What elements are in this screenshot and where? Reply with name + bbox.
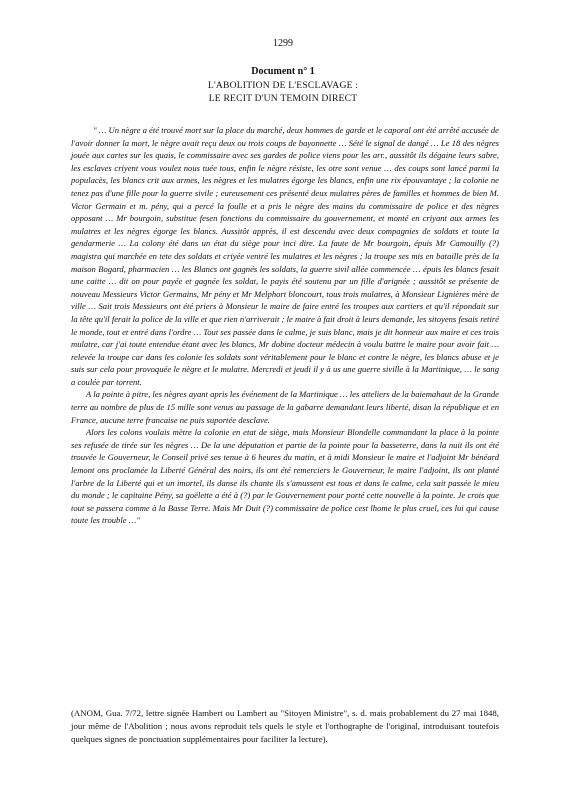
document-subtitle-line-2: LE RECIT D'UN TEMOIN DIRECT	[208, 93, 358, 104]
testimony-paragraph: " … Un nègre a été trouvé mort sur la place du marché, deux hommes de garde et le caporal ont été arrêté accusée de l'avoir donner la mort, le nègre avait reçu deux ou trois coups de bayonnette … Sété le signal de dangé … Le 18 des nègres jouée aux cartes sur les quais, le commissaire avec ses gardes de police viens pour les arr., aussitôt ils dégaine leurs sabre, les esclaves criyent vous voulez nous tuée tous, enfin le nègre résiste, les otre sont venue … des coups sont lancé parmi la populacès, les blancs crit aux armes, les nègres et les mulatres égorge les blancs, enfin une rix épouvantaye ; la colonie ne tenez pas d'une fille pour la guerre sivile ; eureusement ces présenté deux mulatres pères de familles et hommes de bien M. Victor Germain et m. pény, qui a percé la foulle et a pris le nègre des mains du commissaire de police et des nègres opposant … Mr bourgoin, substitue fesen fonctions du commissaire du gouvernement, et monté en criyant aux armes les mulatres et les nègres égorge les blancs. Aussitôt apprès, il est descendu avec deux compagnies de soldats et toute la gendarmerie … La colony été dans un état du siège pour inci dire. La faute de Mr bourgoin, épuis Mr Camouilly (?) magistra qui marchée en tete des soldats et criyée ventré les mulatres et les nègres ; la troupe ses mis en bataille près de la maison Bogard, pharmacien … les Blancs ont gagnés les soldats, la guerre sivil allée commencée … épuis les blancs fesait une caitte … dit on pour payée et gagnée les soldat, le payis été soutenu par un fille d'arignée ; aussitôt se présente de nouveau Messieurs Victor Germains, Mr pény et Mr Melphort bloncourt, tous trois mulatres, à Monsieur Lignières mère de ville … Sait trois Messieurs ont été priers à Monsieur le maire de faire entré les troupes aux cartiers et qu'il répondait sur la tête qu'il ferait la police de la ville et que rien n'arriverait ; le maire à fait droit à leurs demande, les sitoyens fesais retiré le monde, tout et entré dans l'ordre … Tout ses passée dans le calme, je suis blanc, mais je dit honneur aux maire et ces trois mulatre, car j'ai toute entendue étant avec les blancs, Mr dobine docteur médecin à voulu battre le maire pour avoir fait … relevée la troupe car dans les colonie les soldats sont véritablement pour le blanc et contre le nègre, les blancs abuse et je suis sur cela pour provoquée le nègre et le mulatre. Mercredi et jeudi il y à us une guerre siville à la Martinique, … le sang a coulée par torrent.	[71, 125, 499, 387]
testimony-paragraph: Alors les colons voulais mètre la colonie en etat de siège, mais Monsieur Blondelle commandant la place à la pointe ses refusée de tirée sur les nègres … De la une députation et partie de la pointe pour la basseterre, dans la nuit ils ont été trouvée le Gouverneur, le Conseil privé ses tenue à 6 heures du matin, et à midi Monsieur le maire et l'adjoint Mr bénéard lemont ons proclamée la Liberté Général des noirs, ils ont été remerciers le Gouverneur, le maire l'adjoint, ils ont planté l'arbre de la Liberté qui et un imortel, ils danse ils chante ils s'amussent est tous et dans le calme, cela sait passée le mieu du monde ; le capitaine Pény, sa goëlette a été à (?) par le Gouvernement pour porté cette nouvelle à la pointe. Je crois que tout se passera comme à la Basse Terre. Mais Mr Duit (?) commissaire de police cest lhome le plus cruel, ces lui qui cause toute les trouble …"	[71, 427, 499, 526]
testimony-text	[71, 124, 499, 527]
document-title: Document n° 1	[251, 66, 315, 77]
page-number: 1299	[273, 38, 293, 49]
source-note: (ANOM, Gua. 7/72, lettre signée Hambert ou Lambert au "Sitoyen Ministre", s. d. mais probablement du 27 mai 1848, jour même de l'Abolition ; nous avons reproduit tels quels le style et l'orthographe de l'original, introduisant toutefois quelques signes de ponctuation supplémentaires pour faciliter la lecture).	[71, 708, 499, 744]
document-subtitle-line-1: L'ABOLITION DE L'ESCLAVAGE :	[207, 80, 359, 91]
testimony-paragraph: A la pointe à pitre, les nègres ayant apris les événement de la Martinique … les atteliers de la baiemahaut de la Grande terre au nombre de plus de 15 mille sont venus au passage de la gabarre demandant leurs liberté, disan la république et en France, aucune terre francaise ne puis suportée desclave.	[71, 389, 499, 425]
